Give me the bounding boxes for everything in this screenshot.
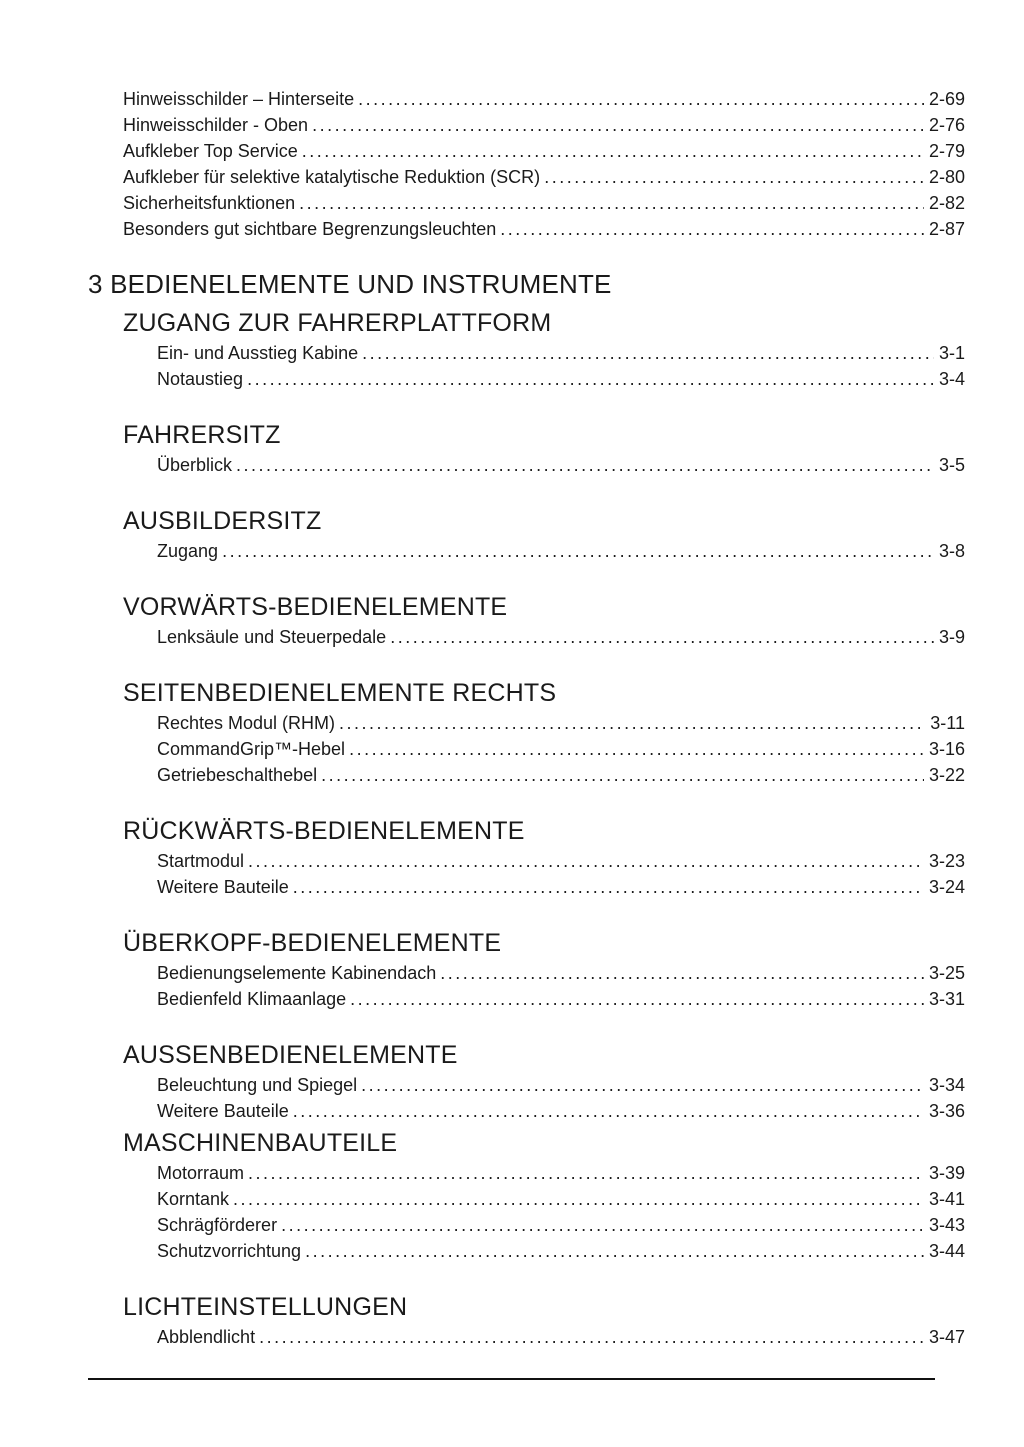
toc-row <box>157 1212 965 1238</box>
toc-page-number: 3-24 <box>928 877 965 897</box>
toc-row <box>157 874 965 900</box>
dot-leader <box>339 710 925 736</box>
toc-page-number: 3-39 <box>928 1163 965 1183</box>
dot-leader <box>247 366 934 392</box>
dot-leader <box>299 190 924 216</box>
toc-row <box>157 366 965 392</box>
toc-section <box>88 1126 965 1264</box>
dot-leader <box>361 1072 924 1098</box>
toc-section <box>88 814 965 900</box>
toc-section <box>88 418 965 478</box>
toc-section <box>88 1290 965 1350</box>
toc-section <box>88 676 965 788</box>
section-heading: VORWÄRTS-BEDIENELEMENTE <box>123 593 508 621</box>
dot-leader <box>390 624 934 650</box>
toc-page-number: 3-9 <box>938 627 965 647</box>
toc-row <box>123 190 965 216</box>
toc-row <box>157 848 965 874</box>
toc-row <box>157 1072 965 1098</box>
toc-page-number: 3-47 <box>928 1327 965 1347</box>
toc-entry-label: Lenksäule und Steuerpedale <box>157 627 387 647</box>
toc-page-number: 3-22 <box>928 765 965 785</box>
toc-page-number: 3-43 <box>928 1215 965 1235</box>
dot-leader <box>222 538 934 564</box>
toc-page-number: 2-82 <box>928 193 965 213</box>
dot-leader <box>233 1186 924 1212</box>
section-heading: ÜBERKOPF-BEDIENELEMENTE <box>123 929 502 957</box>
toc-page-number: 3-1 <box>938 343 965 363</box>
top-entries <box>123 86 965 242</box>
toc-entry-label: Motorraum <box>157 1163 245 1183</box>
toc-entry-label: Überblick <box>157 455 233 475</box>
dot-leader <box>293 874 924 900</box>
section-heading: AUSSENBEDIENELEMENTE <box>123 1041 458 1069</box>
toc-section <box>88 926 965 1012</box>
toc-section <box>88 306 965 392</box>
dot-leader <box>544 164 924 190</box>
toc-entry-label: CommandGrip™-Hebel <box>157 739 346 759</box>
toc-page-number: 3-31 <box>928 989 965 1009</box>
toc-row <box>157 1324 965 1350</box>
toc-page-number: 3-16 <box>928 739 965 759</box>
toc-page-number: 3-36 <box>928 1101 965 1121</box>
toc-entry-label: Sicherheitsfunktionen <box>123 193 296 213</box>
toc-row <box>157 1238 965 1264</box>
toc-page-number: 3-44 <box>928 1241 965 1261</box>
toc-page-number: 2-69 <box>928 89 965 109</box>
toc-row <box>157 340 965 366</box>
toc-entry-label: Beleuchtung und Spiegel <box>157 1075 358 1095</box>
toc-section <box>88 590 965 650</box>
toc-row <box>157 538 965 564</box>
dot-leader <box>440 960 924 986</box>
section-heading: RÜCKWÄRTS-BEDIENELEMENTE <box>123 817 525 845</box>
toc-entry-label: Getriebeschalthebel <box>157 765 318 785</box>
toc-section <box>88 1038 965 1124</box>
dot-leader <box>358 86 924 112</box>
toc-entry-label: Korntank <box>157 1189 230 1209</box>
dot-leader <box>248 1160 924 1186</box>
section-heading: FAHRERSITZ <box>123 421 281 449</box>
dot-leader <box>321 762 924 788</box>
toc-page-number: 2-79 <box>928 141 965 161</box>
toc-page-number: 3-41 <box>928 1189 965 1209</box>
toc-row <box>157 1160 965 1186</box>
toc-row <box>157 624 965 650</box>
footer-rule <box>88 1378 935 1380</box>
toc-row <box>157 762 965 788</box>
toc-entry-label: Bedienfeld Klimaanlage <box>157 989 347 1009</box>
toc-entry-label: Hinweisschilder – Hinterseite <box>123 89 355 109</box>
section-heading: SEITENBEDIENELEMENTE RECHTS <box>123 679 557 707</box>
toc-row <box>123 216 965 242</box>
dot-leader <box>293 1098 924 1124</box>
toc-page-number: 2-87 <box>928 219 965 239</box>
toc-entry-label: Abblendlicht <box>157 1327 256 1347</box>
toc-page-number: 3-11 <box>930 713 965 733</box>
toc-page-number: 3-25 <box>928 963 965 983</box>
toc-row <box>123 112 965 138</box>
toc-page-number: 3-23 <box>928 851 965 871</box>
section-heading: AUSBILDERSITZ <box>123 507 322 535</box>
toc-entry-label: Rechtes Modul (RHM) <box>157 713 336 733</box>
toc-entry-label: Ein- und Ausstieg Kabine <box>157 343 359 363</box>
section-heading: ZUGANG ZUR FAHRERPLATTFORM <box>123 309 552 337</box>
toc-entry-label: Weitere Bauteile <box>157 877 289 897</box>
toc-entry-label: Bedienungselemente Kabinendach <box>157 963 437 983</box>
toc-entry-label: Weitere Bauteile <box>157 1101 289 1121</box>
toc-row <box>157 1186 965 1212</box>
toc-row <box>157 736 965 762</box>
toc-row <box>123 164 965 190</box>
toc-entry-label: Schutzvorrichtung <box>157 1241 302 1261</box>
toc-entry-label: Notaustieg <box>157 369 244 389</box>
dot-leader <box>362 340 934 366</box>
toc-row <box>157 960 965 986</box>
toc-entry-label: Aufkleber für selektive katalytische Reduktion (SCR) <box>123 167 541 187</box>
dot-leader <box>349 736 924 762</box>
dot-leader <box>302 138 924 164</box>
toc-entry-label: Schrägförderer <box>157 1215 278 1235</box>
toc-row <box>157 710 965 736</box>
dot-leader <box>248 848 924 874</box>
toc-row <box>123 86 965 112</box>
toc-page-number: 3-5 <box>938 455 965 475</box>
toc-row <box>123 138 965 164</box>
toc-entry-label: Zugang <box>157 541 219 561</box>
toc-page-number: 2-76 <box>928 115 965 135</box>
dot-leader <box>281 1212 924 1238</box>
toc-section <box>88 504 965 564</box>
dot-leader <box>312 112 924 138</box>
toc-entry-label: Besonders gut sichtbare Begrenzungsleuchten <box>123 219 497 239</box>
dot-leader <box>305 1238 924 1264</box>
section-heading: MASCHINENBAUTEILE <box>123 1129 398 1157</box>
dot-leader <box>500 216 924 242</box>
toc-entry-label: Aufkleber Top Service <box>123 141 298 161</box>
toc-page-number: 2-80 <box>928 167 965 187</box>
toc-entry-label: Startmodul <box>157 851 245 871</box>
toc-page-number: 3-8 <box>938 541 965 561</box>
toc-page <box>88 0 965 1380</box>
sections <box>88 306 965 1350</box>
dot-leader <box>350 986 924 1012</box>
toc-page-number: 3-34 <box>928 1075 965 1095</box>
toc-row <box>157 1098 965 1124</box>
section-heading: LICHTEINSTELLUNGEN <box>123 1293 408 1321</box>
toc-row <box>157 452 965 478</box>
toc-page-number: 3-4 <box>938 369 965 389</box>
toc-row <box>157 986 965 1012</box>
dot-leader <box>259 1324 924 1350</box>
dot-leader <box>236 452 934 478</box>
chapter-heading: 3 BEDIENELEMENTE UND INSTRUMENTE <box>88 269 612 299</box>
toc-entry-label: Hinweisschilder - Oben <box>123 115 309 135</box>
